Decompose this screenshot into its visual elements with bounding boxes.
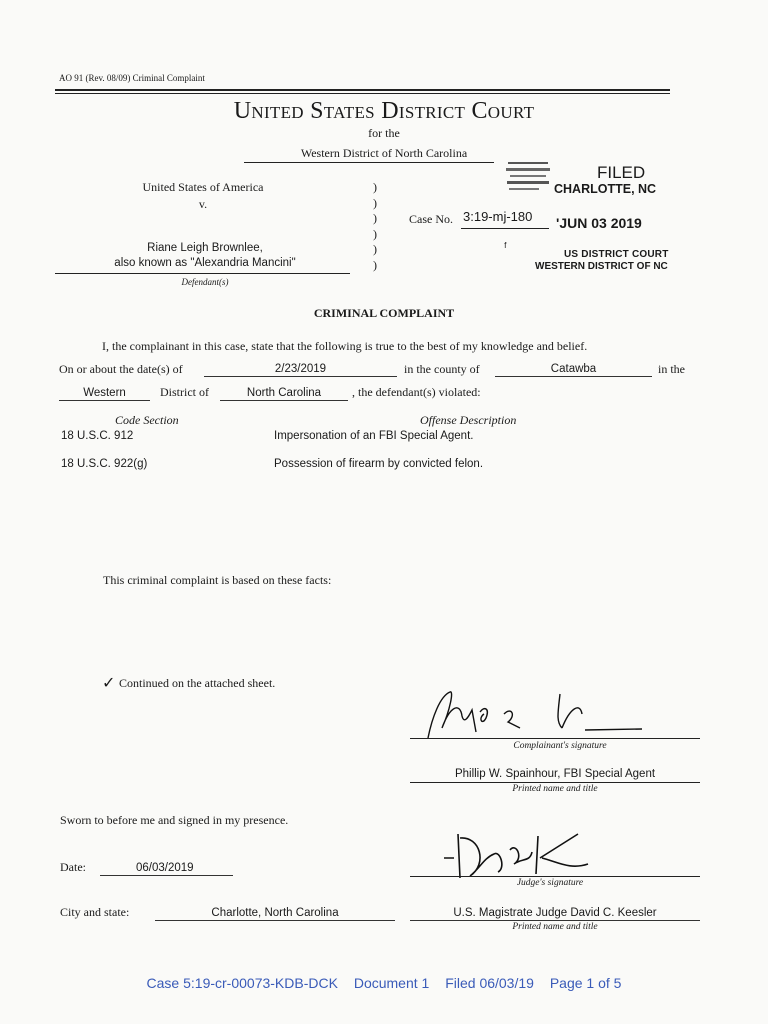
complainant-name: Phillip W. Spainhour, FBI Special Agent (454, 768, 656, 780)
district-label: District of (160, 385, 209, 399)
complainant-sig-rule (410, 738, 700, 739)
defendant-aka: also known as "Alexandria Mancini" (114, 257, 296, 269)
offense-description: Possession of firearm by convicted felon. (274, 458, 484, 470)
district-rule (244, 162, 494, 163)
form-id: AO 91 (Rev. 08/09) Criminal Complaint (59, 73, 205, 83)
sworn-statement: Sworn to before me and signed in my presence. (60, 813, 289, 827)
stamp-court: US DISTRICT COURT (564, 249, 669, 260)
stamp-tick: ᶠ (504, 240, 507, 254)
code-section-header: Code Section (115, 413, 179, 427)
facts-statement: This criminal complaint is based on these facts: (103, 573, 332, 587)
judge-printed-label: Printed name and title (512, 922, 598, 932)
complainant-sig-label: Complainant's signature (513, 741, 607, 751)
footer-page: Page 1 of 5 (549, 975, 622, 991)
judge-sig-label: Judge's signature (516, 878, 584, 888)
filed-stamp (504, 160, 694, 280)
stamp-filed: FILED (597, 163, 646, 182)
offense-code: 18 U.S.C. 922(g) (61, 458, 148, 470)
district-value: Western (59, 386, 150, 401)
header-rule (55, 89, 670, 91)
district-name: Western District of North Carolina (300, 146, 468, 160)
county-suffix: in the (658, 362, 685, 376)
footer-filed: Filed 06/03/19 (445, 975, 534, 991)
ecf-footer (0, 975, 768, 991)
stamp-city: CHARLOTTE, NC (554, 182, 657, 196)
caption-parens: ) ) ) ) ) ) (373, 180, 377, 272)
case-no-value: 3:19-mj-180 (463, 209, 533, 224)
city-state-label: City and state: (60, 905, 130, 919)
complaint-heading: CRIMINAL COMPLAINT (313, 306, 455, 320)
defendant-label: Defendant(s) (181, 277, 229, 287)
county-prefix: in the county of (404, 362, 480, 376)
footer-case: Case 5:19-cr-00073-KDB-DCK (146, 975, 338, 991)
offense-date: 2/23/2019 (204, 362, 397, 377)
stamp-mark (504, 160, 554, 200)
stamp-date: 'JUN 03 2019 (556, 215, 642, 231)
court-title: United States District Court (233, 98, 535, 124)
versus: v. (198, 197, 208, 211)
continued-text: Continued on the attached sheet. (119, 676, 276, 690)
complainant-printed-label: Printed name and title (512, 784, 598, 794)
plaintiff: United States of America (142, 180, 264, 194)
state-value: North Carolina (220, 386, 348, 401)
date-label: Date: (60, 860, 86, 874)
violated-label: , the defendant(s) violated: (352, 385, 481, 399)
offense-description: Impersonation of an FBI Special Agent. (274, 430, 474, 442)
header-rule-thin (55, 93, 670, 94)
case-no-label: Case No. (409, 212, 453, 226)
complainant-name-rule (410, 782, 700, 783)
date-value: 06/03/2019 (100, 861, 233, 876)
footer-document: Document 1 (353, 975, 430, 991)
intro-statement: I, the complainant in this case, state that the following is true to the best of my knowledge and belief. (102, 339, 588, 353)
offense-description-header: Offense Description (420, 413, 517, 427)
judge-name: U.S. Magistrate Judge David C. Keesler (410, 906, 700, 921)
judge-sig-rule (410, 876, 700, 877)
date-prefix: On or about the date(s) of (59, 362, 183, 376)
county-value: Catawba (495, 362, 652, 377)
defendant-name: Riane Leigh Brownlee, (147, 242, 263, 254)
continued-checkbox[interactable]: ✓ (102, 675, 116, 692)
for-the: for the (368, 126, 400, 140)
complainant-signature (420, 688, 670, 748)
stamp-district: WESTERN DISTRICT OF NC (535, 261, 668, 272)
defendant-rule (55, 273, 350, 274)
offense-code: 18 U.S.C. 912 (61, 430, 134, 442)
city-state-value: Charlotte, North Carolina (155, 906, 395, 921)
